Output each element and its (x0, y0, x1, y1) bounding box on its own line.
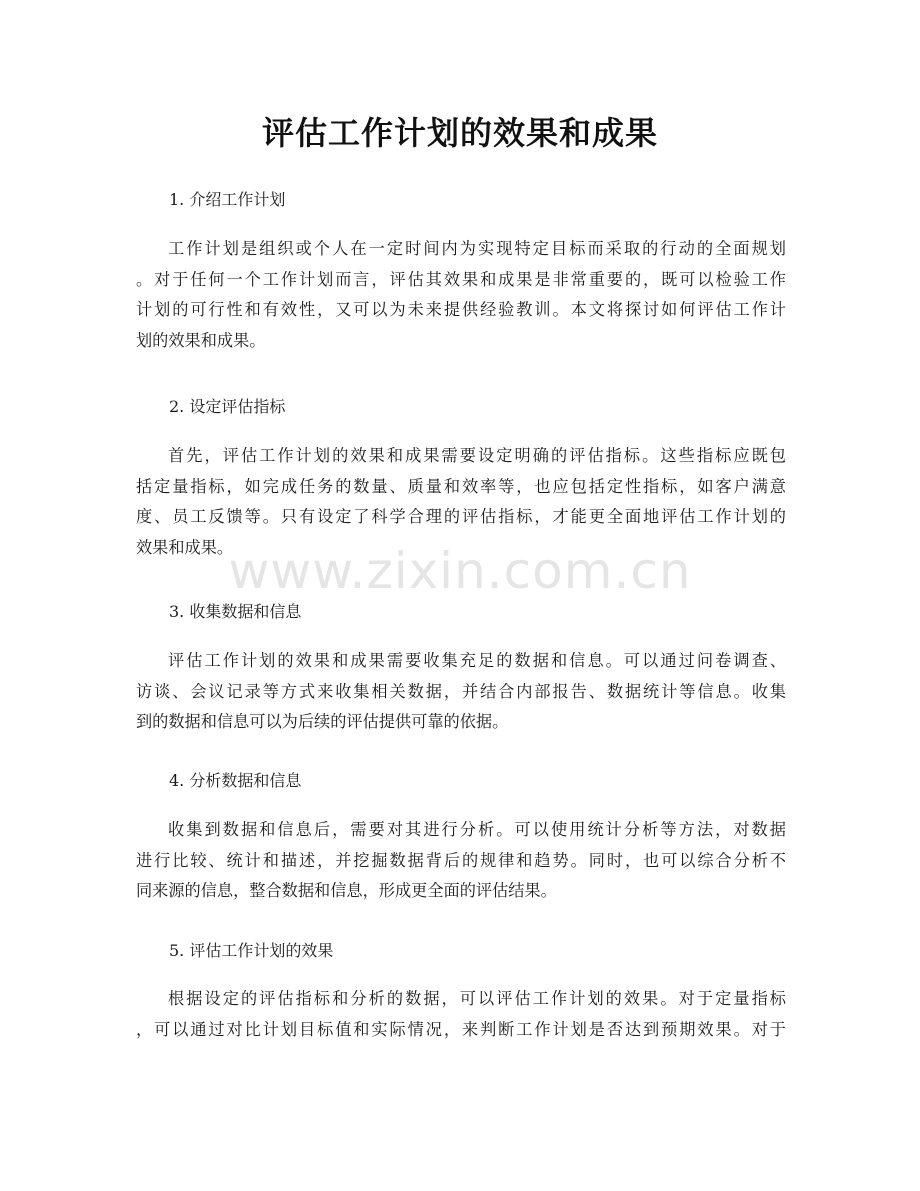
section-paragraph-3 (136, 646, 786, 738)
paragraph-line: 收集到数据和信息后，需要对其进行分析。可以使用统计分析等方法，对数据 (168, 820, 786, 839)
paragraph-line: 访谈、会议记录等方式来收集相关数据，并结合内部报告、数据统计等信息。收集 (136, 681, 786, 701)
page-title: 评估工作计划的效果和成果 (261, 114, 658, 152)
section-paragraph-1 (136, 234, 786, 357)
paragraph-line: 。对于任何一个工作计划而言，评估其效果和成果是非常重要的，既可以检验工作 (136, 269, 786, 289)
section-paragraph-4 (136, 815, 786, 907)
watermark: www.zixin.com.cn (228, 542, 692, 600)
section-heading-3: 3. 收集数据和信息 (169, 602, 302, 621)
paragraph-line: 效果和成果。 (136, 538, 234, 558)
section-heading-4: 4. 分析数据和信息 (169, 771, 302, 790)
paragraph-line: 划的效果和成果。 (136, 331, 266, 351)
paragraph-line: 根据设定的评估指标和分析的数据，可以评估工作计划的效果。对于定量指标 (168, 989, 786, 1008)
paragraph-line: 首先，评估工作计划的效果和成果需要设定明确的评估指标。这些指标应既包 (168, 446, 786, 465)
paragraph-line: 括定量指标，如完成任务的数量、质量和效率等，也应包括定性指标，如客户满意 (136, 476, 786, 496)
paragraph-line: 计划的可行性和有效性，又可以为未来提供经验教训。本文将探讨如何评估工作计 (136, 300, 786, 320)
section-heading-1: 1. 介绍工作计划 (169, 190, 286, 209)
section-heading-2: 2. 设定评估指标 (169, 397, 286, 416)
paragraph-line: 工作计划是组织或个人在一定时间内为实现特定目标而采取的行动的全面规划 (168, 239, 786, 258)
paragraph-line: 同来源的信息，整合数据和信息，形成更全面的评估结果。 (136, 881, 557, 901)
paragraph-line: ，可以通过对比计划目标值和实际情况，来判断工作计划是否达到预期效果。对于 (136, 1019, 786, 1039)
section-heading-5: 5. 评估工作计划的效果 (169, 941, 334, 960)
section-paragraph-5 (136, 984, 786, 1045)
paragraph-line: 评估工作计划的效果和成果需要收集充足的数据和信息。可以通过问卷调查、 (168, 651, 786, 670)
paragraph-line: 进行比较、统计和描述，并挖掘数据背后的规律和趋势。同时，也可以综合分析不 (136, 850, 786, 870)
section-paragraph-2 (136, 441, 786, 564)
paragraph-line: 到的数据和信息可以为后续的评估提供可靠的依据。 (136, 712, 509, 732)
paragraph-line: 度、员工反馈等。只有设定了科学合理的评估指标，才能更全面地评估工作计划的 (136, 507, 786, 527)
